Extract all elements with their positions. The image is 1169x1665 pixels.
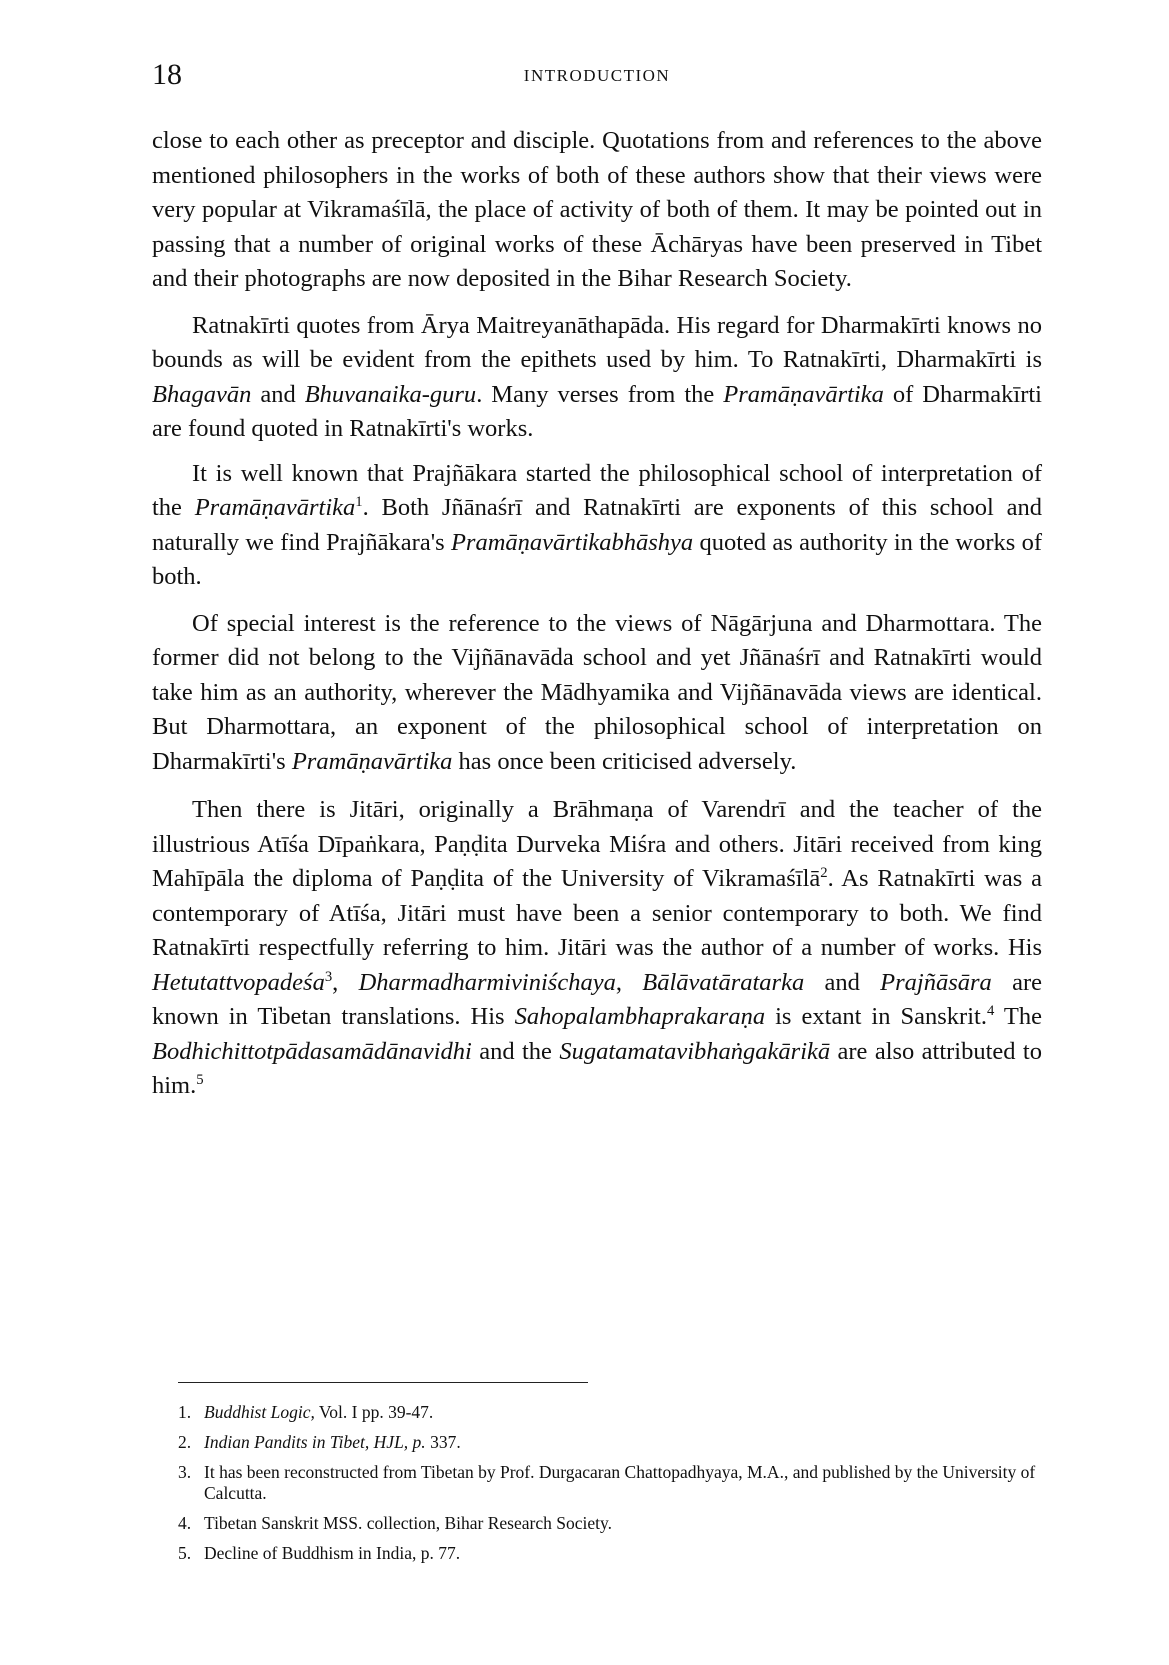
text-run: Vol. I pp. 39-47. <box>314 1402 434 1422</box>
italic-text: Bhagavān <box>152 380 252 408</box>
footnote-text <box>204 1543 1040 1564</box>
text-run: are also attributed to him. <box>152 1037 1042 1099</box>
text-run: . Both Jñānaśrī and Ratnakīrti are exponents of this school and naturally we find Prajñākara's <box>152 494 1042 556</box>
footnote-ref: 1 <box>355 493 363 510</box>
footnote <box>178 1402 1040 1423</box>
body-text <box>152 124 1042 1104</box>
footnote-number: 1. <box>178 1402 192 1422</box>
footnote-ref: 3 <box>324 968 333 985</box>
italic-text: Sugatamatavibhaṅgakārikā <box>559 1037 831 1065</box>
footnote-divider <box>178 1382 588 1383</box>
italic-text: Buddhist Logic, <box>204 1402 315 1422</box>
running-head: INTRODUCTION <box>523 66 671 85</box>
text-run: Ratnakīrti quotes from Ārya Maitreyanāthapāda. His regard for Dharmakīrti knows no bounds as will be evident from the epithets used by him. To Ratnakīrti, Dharmakīrti is <box>152 311 1042 373</box>
text-run: and <box>251 380 305 408</box>
footnote <box>178 1543 1040 1564</box>
paragraph <box>152 309 1042 447</box>
footnote-ref: 2 <box>820 864 828 881</box>
footnote <box>178 1432 1040 1453</box>
italic-text: Pramāṇavārtika <box>194 494 356 521</box>
footnote-ref: 5 <box>196 1071 204 1088</box>
italic-text: Bālāvatāratarka <box>642 968 805 996</box>
italic-text: Pramāṇavārtikabhāshya <box>450 528 694 556</box>
italic-text: Prajñāsāra <box>880 968 992 996</box>
footnote-text <box>204 1513 1040 1534</box>
text-run: are known in Tibetan translations. His <box>152 968 1043 1030</box>
text-run: Tibetan Sanskrit MSS. collection, Bihar Research Society. <box>204 1513 612 1533</box>
text-run: Then there is Jitāri, originally a Brāhmaṇa of Varendrī and the teacher of the illustrious Atīśa Dīpaṅkara, Paṇḍita Durveka Miśra and others. Jitāri received from king Mahīpāla the diploma of Paṇḍita of the University of Vikramaśīlā <box>152 796 1042 892</box>
footnote-text <box>204 1462 1040 1504</box>
italic-text: Pramāṇavārtika <box>291 747 453 775</box>
footnote-number: 4. <box>178 1513 192 1533</box>
italic-text: Bodhichittotpādasamādānavidhi <box>152 1037 472 1065</box>
text-run: quoted as authority in the works of both. <box>152 528 1042 590</box>
paragraph <box>152 457 1042 595</box>
text-run: It is well known that Prajñākara started the philosophical school of interpretation of the <box>152 459 1042 521</box>
footnote-number: 2. <box>178 1432 192 1452</box>
text-run: Of special interest is the reference to the views of Nāgārjuna and Dharmottara. The former did not belong to the Vijñānavāda school and yet Jñānaśrī and Ratnakīrti would take him as an authority, wherever the Mādhyamika and Vijñānavāda views are identical. But Dharmottara, an exponent of the philosophical school of interpretation on Dharmakīrti's <box>152 609 1042 775</box>
text-run: 337. <box>425 1432 461 1452</box>
paragraph <box>152 793 1042 1104</box>
footnote-number: 3. <box>178 1462 192 1482</box>
italic-text: Bhuvanaika-guru <box>304 380 477 408</box>
text-run: The <box>994 1003 1042 1030</box>
text-run: is extant in Sanskrit. <box>765 1003 987 1030</box>
footnote-ref: 4 <box>986 1002 995 1019</box>
page-header <box>152 58 1042 98</box>
paragraph <box>152 607 1042 780</box>
text-run: close to each other as preceptor and disciple. Quotations from and references to the above mentioned philosophers in the works of both of these authors show that their views were very popular at Vikramaśīlā, the place of activity of both of them. It may be pointed out in passing that a number of original works of these Āchāryas have been preserved in Tibet and their photographs are now deposited in the Bihar Research Society. <box>152 127 1042 292</box>
footnote-number: 5. <box>178 1543 192 1563</box>
page-number: 18 <box>152 58 182 91</box>
text-run: and <box>804 968 881 996</box>
text-run: of Dharmakīrti are found quoted in Ratnakīrti's works. <box>152 380 1042 442</box>
text-run: , <box>332 968 359 996</box>
footnote-text <box>204 1432 1040 1453</box>
footnote <box>178 1462 1040 1504</box>
footnote <box>178 1513 1040 1534</box>
text-run: . As Ratnakīrti was a contemporary of Atīśa, Jitāri must have been a senior contemporary to both. We find Ratnakīrti respectfully referring to him. Jitāri was the author of a number of works. His <box>152 865 1042 961</box>
italic-text: Dharmadharmiviniśchaya <box>358 968 616 996</box>
text-run: , <box>615 968 643 996</box>
text-run: Decline of Buddhism in India, p. 77. <box>204 1543 461 1563</box>
italic-text: Pramāṇavārtika <box>723 380 884 408</box>
footnotes <box>178 1402 1040 1573</box>
text-run: has once been criticised adversely. <box>452 747 797 775</box>
text-run: and the <box>471 1037 560 1065</box>
italic-text: Indian Pandits in Tibet, HJL, p. <box>204 1432 426 1452</box>
italic-text: Hetutattvopadeśa <box>152 968 325 996</box>
text-run: It has been reconstructed from Tibetan by Prof. Durgacaran Chattopadhyaya, M.A., and published by the University of Calcutta. <box>204 1462 1036 1503</box>
footnote-text <box>204 1402 1040 1423</box>
italic-text: Sahopalambhaprakaraṇa <box>514 1003 766 1030</box>
text-run: . Many verses from the <box>476 380 724 408</box>
paragraph <box>152 124 1042 297</box>
